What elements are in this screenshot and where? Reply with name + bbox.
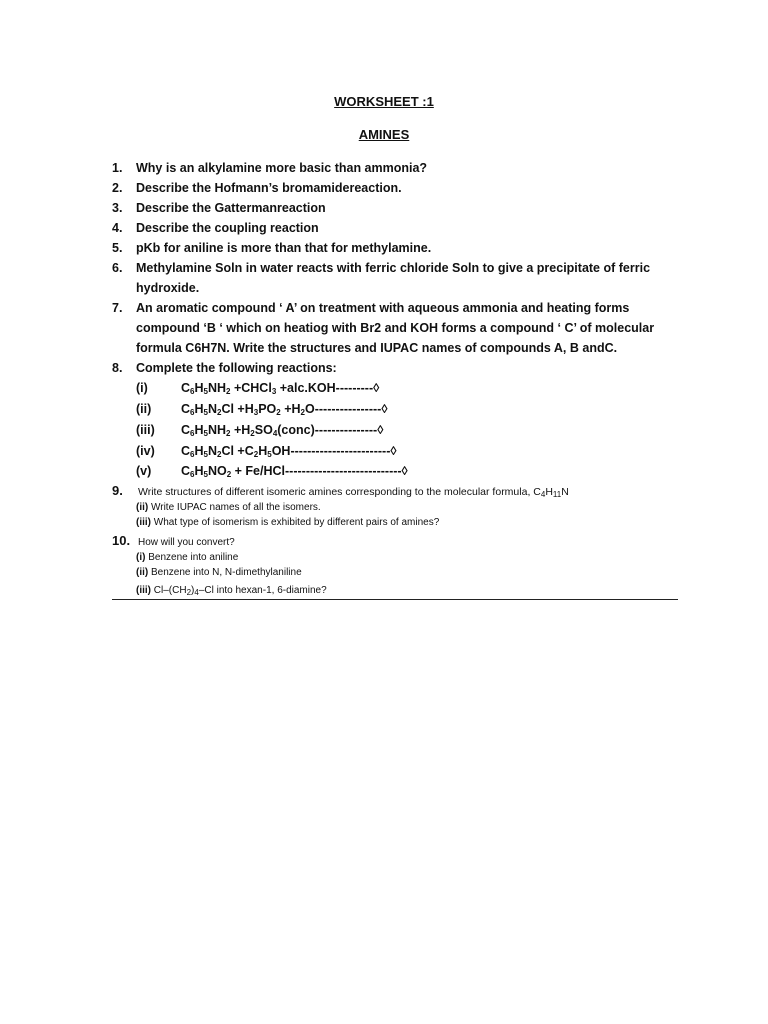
reaction-formula: $C_6H_5N_2Cl +H_3PO_2$ $+H_2O----------------◊$ xyxy=(181,402,388,417)
part-label: (iii) xyxy=(136,517,151,528)
question-8 xyxy=(112,358,672,378)
question-text: Why is an alkylamine more basic than ammonia? xyxy=(136,161,428,175)
question-5 xyxy=(112,238,672,258)
question-2 xyxy=(112,178,672,198)
question-7 xyxy=(112,298,682,358)
question-number: 4. xyxy=(112,221,123,235)
part-label: (ii) xyxy=(136,567,149,578)
question-text: An aromatic compound ‘ A’ on treatment with aqueous ammonia and heating forms compound ‘B ‘ which on heatiog with Br2 and KOH forms a compound ‘ C’ of molecular formula C6H7N. Write the structures and IUPAC names of compounds A, B andC. xyxy=(136,301,655,355)
question-10-text: How will you convert? xyxy=(138,537,235,548)
question-number: 6. xyxy=(112,261,123,275)
part-label: (i) xyxy=(136,552,146,563)
reaction-formula: $C_6H_5NO_2$ + Fe/HCl----------------------------◊ xyxy=(181,464,408,479)
bottom-divider xyxy=(112,599,678,600)
question-6 xyxy=(112,258,652,298)
question-9-part-iii xyxy=(136,516,439,530)
question-text: Methylamine Soln in water reacts with ferric chloride Soln to give a precipitate of ferric hydroxide. xyxy=(136,261,651,295)
reaction-formula: $C_6H_5NH_2$ $+H_2SO_4(conc)---------------◊$ xyxy=(181,423,384,438)
reaction-number: (v) xyxy=(136,464,152,478)
reaction-formula: $C_6H_5N_2Cl$ $+C_2H_5OH------------------------◊$ xyxy=(181,444,397,459)
question-text: pKb for aniline is more than that for methylamine. xyxy=(136,241,432,255)
question-number: 5. xyxy=(112,241,123,255)
reaction-formula: $C_6H_5NH_2$ +CHCl$_3$ +alc.KOH---------◊ xyxy=(181,381,380,396)
part-text: Benzene into N, N-dimethylaniline xyxy=(151,567,302,578)
reaction-number: (i) xyxy=(136,381,148,395)
worksheet-title: WORKSHEET :1 xyxy=(334,94,434,109)
worksheet-subtitle: AMINES xyxy=(358,127,410,142)
question-4 xyxy=(112,218,672,238)
part-label: (ii) xyxy=(136,502,149,513)
part-text: Benzene into aniline xyxy=(148,552,239,563)
question-9-part-ii xyxy=(136,501,321,515)
question-number: 7. xyxy=(112,301,123,315)
question-number: 3. xyxy=(112,201,123,215)
question-number: 2. xyxy=(112,181,123,195)
part-text: Write IUPAC names of all the isomers. xyxy=(151,502,321,513)
question-number: 1. xyxy=(112,161,123,175)
question-3 xyxy=(112,198,672,218)
question-10-number: 10. xyxy=(112,533,131,548)
question-10-part-ii xyxy=(136,566,302,580)
question-number: 8. xyxy=(112,361,123,375)
part-text: $Cl-(CH_2)_4-Cl$ into hexan-1, 6-diamine? xyxy=(153,585,327,597)
question-text: Describe the coupling reaction xyxy=(136,221,319,235)
part-label: (iii) xyxy=(136,585,151,596)
question-text: Describe the Gattermanreaction xyxy=(136,201,326,215)
question-9-number: 9. xyxy=(112,483,123,498)
question-text: Describe the Hofmann’s bromamidereaction. xyxy=(136,181,402,195)
reaction-number: (ii) xyxy=(136,402,152,416)
reaction-number: (iii) xyxy=(136,423,155,437)
question-10-part-i xyxy=(136,551,238,565)
question-9-text: Write structures of different isomeric amines corresponding to the molecular formula, $C_4H_{11}N$ xyxy=(138,486,569,499)
part-text: What type of isomerism is exhibited by different pairs of amines? xyxy=(153,517,440,528)
question-1 xyxy=(112,158,672,178)
question-10-part-iii xyxy=(136,584,327,598)
reaction-number: (iv) xyxy=(136,444,155,458)
question-text: Complete the following reactions: xyxy=(136,361,337,375)
